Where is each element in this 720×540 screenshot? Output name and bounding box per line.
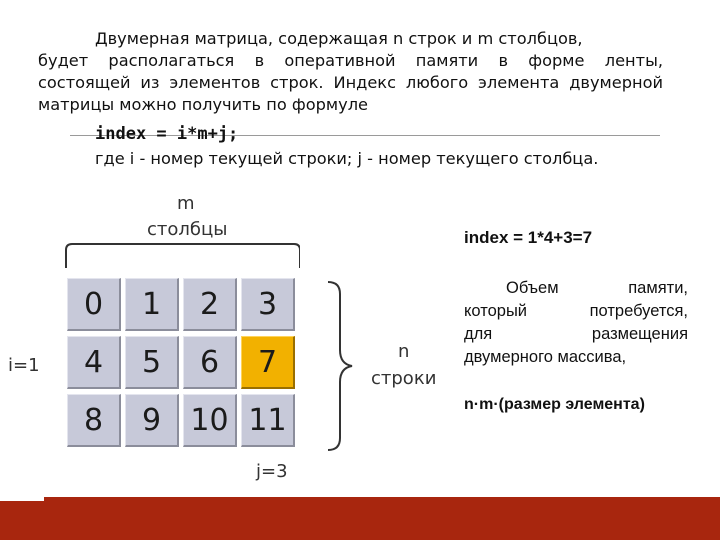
matrix-cell: 6 [183, 336, 237, 389]
memory-description [464, 277, 688, 369]
matrix-cell-highlighted: 7 [241, 336, 295, 389]
index-calculation: index = 1*4+3=7 [464, 228, 593, 247]
matrix-cell: 0 [67, 278, 121, 331]
m-label: m [177, 193, 195, 214]
footer-notch [0, 497, 44, 501]
rows-label: строки [371, 368, 437, 389]
matrix-cell: 11 [241, 394, 295, 447]
n-label: n [398, 341, 410, 362]
matrix-cell: 2 [183, 278, 237, 331]
intro-paragraph [38, 28, 663, 116]
memory-line-4: двумерного массива, [464, 348, 627, 366]
memory-line-1: Объем памяти, [506, 279, 688, 297]
memory-line-2: который потребуется, [464, 302, 688, 320]
formula-legend: где i - номер текущей строки; j - номер текущего столбца. [95, 149, 599, 168]
matrix-cell: 3 [241, 278, 295, 331]
memory-line-3: для размещения [464, 325, 688, 343]
index-formula: index = i*m+j; [95, 124, 239, 144]
memory-formula: n·m·(размер элемента) [464, 396, 645, 413]
matrix-cell: 5 [125, 336, 179, 389]
matrix-cell: 10 [183, 394, 237, 447]
matrix-cell: 4 [67, 336, 121, 389]
columns-label: столбцы [147, 219, 228, 240]
footer-bar [0, 497, 720, 540]
intro-line-1: Двумерная матрица, содержащая n строк и m столбцов, [95, 29, 583, 48]
matrix-cell: 8 [67, 394, 121, 447]
columns-brace [60, 236, 300, 276]
i-label: i=1 [8, 355, 40, 376]
intro-line-2: будет располагаться в оперативной памяти в форме ленты, [38, 51, 663, 70]
matrix-cell: 9 [125, 394, 179, 447]
intro-line-4: матрицы можно получить по формуле [38, 95, 368, 114]
matrix-cell: 1 [125, 278, 179, 331]
rows-brace [322, 278, 362, 454]
j-label: j=3 [256, 461, 288, 482]
intro-line-3: состоящей из элементов строк. Индекс любого элемента двумерной [38, 73, 663, 92]
